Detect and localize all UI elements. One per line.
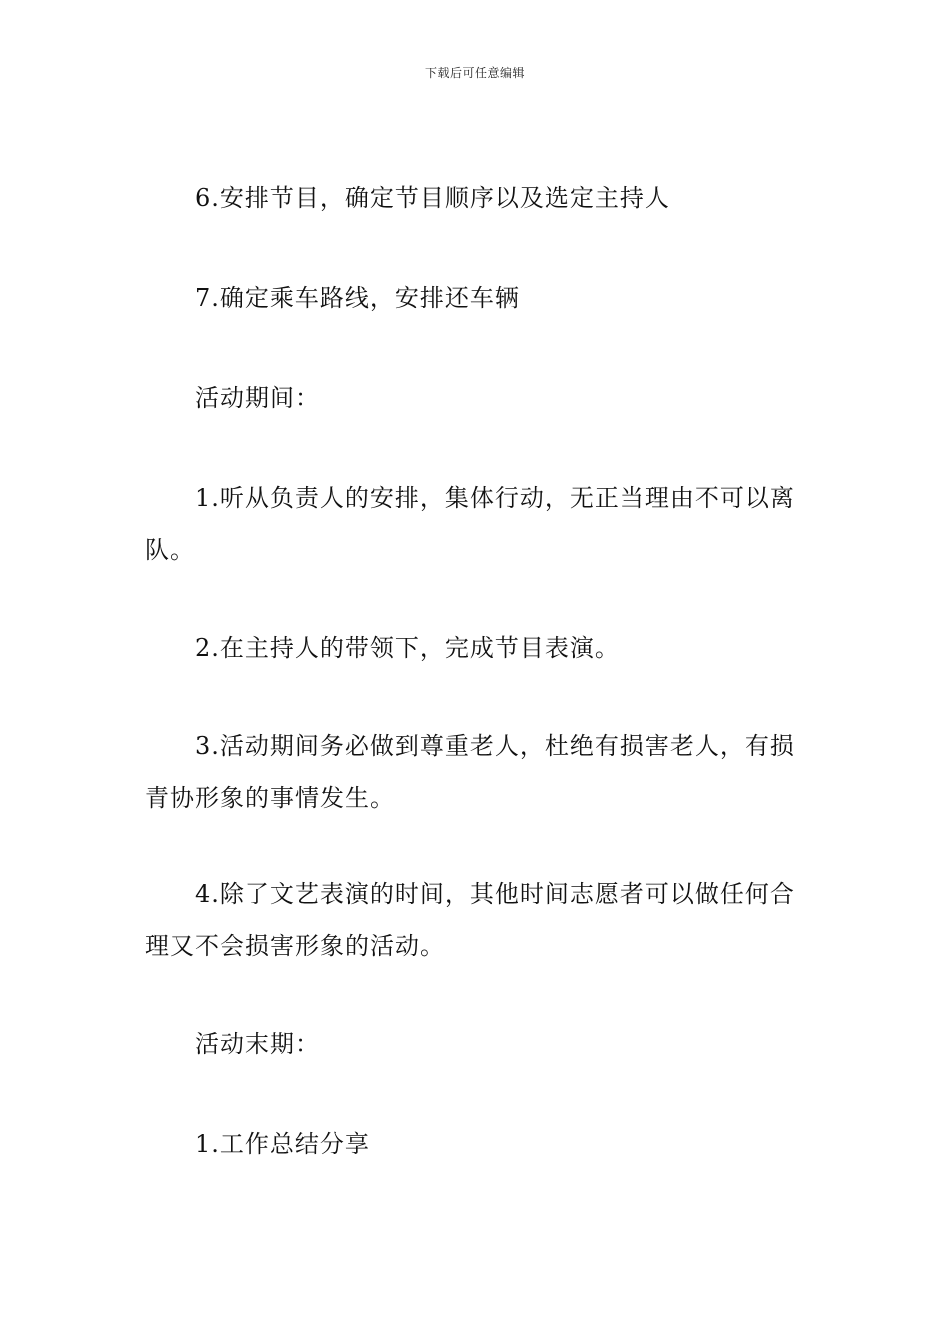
item-1-summary: 1.工作总结分享	[195, 1130, 370, 1158]
item-4-free-time: 4.除了文艺表演的时间，其他时间志愿者可以做任何合理又不会损害形象的活动。	[145, 880, 795, 960]
section-during-activity: 活动期间：	[195, 384, 320, 412]
page-header: 下载后可任意编辑	[424, 66, 525, 80]
item-6-arrange-program: 6.安排节目，确定节目顺序以及选定主持人	[195, 184, 670, 212]
item-1-follow-leader: 1.听从负责人的安排，集体行动，无正当理由不可以离队。	[145, 484, 795, 564]
section-activity-end: 活动末期：	[195, 1030, 320, 1058]
item-7-route: 7.确定乘车路线，安排还车辆	[195, 284, 520, 312]
item-2-perform: 2.在主持人的带领下，完成节目表演。	[195, 634, 620, 662]
item-3-respect-elders: 3.活动期间务必做到尊重老人，杜绝有损害老人，有损青协形象的事情发生。	[145, 732, 795, 812]
